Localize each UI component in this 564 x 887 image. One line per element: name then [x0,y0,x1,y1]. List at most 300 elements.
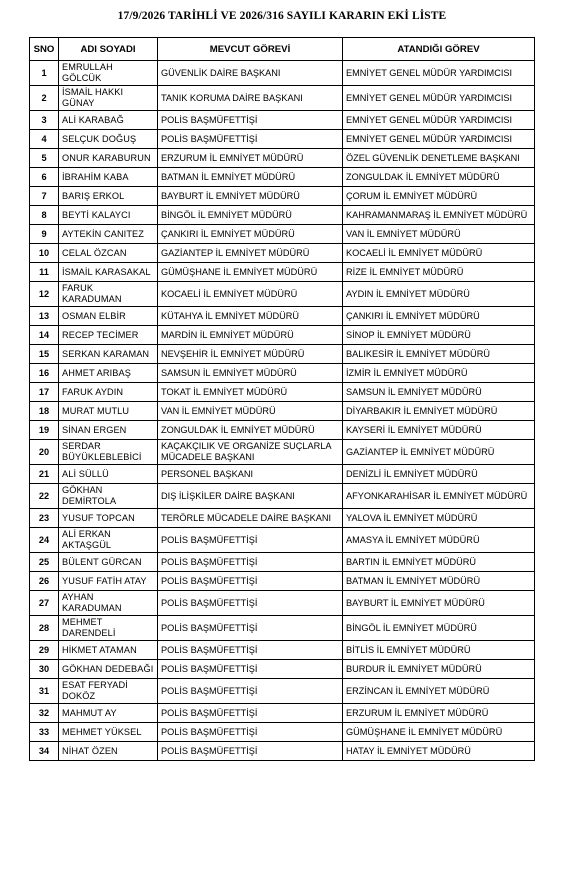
cell-sno-text: 28 [38,622,50,633]
cell-current-position-text: POLİS BAŞMÜFETTİŞİ [161,663,258,674]
cell-name-text: MEHMET YÜKSEL [62,726,142,737]
cell-assigned-position-text: DİYARBAKIR İL EMNİYET MÜDÜRÜ [346,405,498,416]
cell-sno-text: 18 [38,405,50,416]
cell-assigned-position [343,307,535,326]
cell-assigned-position [343,723,535,742]
cell-current-position-text: GÜVENLİK DAİRE BAŞKANI [161,67,281,78]
cell-name-text: SERDAR BÜYÜKLEBLEBİCİ [62,441,142,462]
cell-assigned-position [343,168,535,187]
cell-current-position [158,641,343,660]
cell-assigned-position-text: ÖZEL GÜVENLİK DENETLEME BAŞKANI [346,152,520,163]
cell-assigned-position-text: ZONGULDAK İL EMNİYET MÜDÜRÜ [346,171,500,182]
cell-current-position-text: POLİS BAŞMÜFETTİŞİ [161,726,258,737]
cell-current-position [158,704,343,723]
cell-current-position [158,149,343,168]
cell-assigned-position [343,364,535,383]
cell-current-position [158,402,343,421]
cell-current-position-text: KOCAELİ İL EMNİYET MÜDÜRÜ [161,288,298,299]
cell-name-text: CELAL ÖZCAN [62,247,127,258]
cell-current-position [158,742,343,761]
cell-name [59,149,158,168]
cell-current-position [158,440,343,465]
table-header-row [30,38,535,61]
cell-name [59,660,158,679]
table-row [30,440,535,465]
cell-name-text: İBRAHİM KABA [62,171,129,182]
cell-sno [30,440,59,465]
cell-sno [30,641,59,660]
cell-assigned-position-text: BATMAN İL EMNİYET MÜDÜRÜ [346,575,481,586]
cell-name [59,187,158,206]
cell-assigned-position [343,641,535,660]
cell-current-position-text: TERÖRLE MÜCADELE DAİRE BAŞKANI [161,512,332,523]
table-row [30,553,535,572]
cell-assigned-position [343,263,535,282]
cell-assigned-position-text: EMNİYET GENEL MÜDÜR YARDIMCISI [346,92,513,103]
cell-name [59,282,158,307]
cell-sno-text: 4 [41,133,47,144]
cell-current-position [158,307,343,326]
cell-current-position [158,168,343,187]
cell-sno-text: 31 [38,685,50,696]
cell-name [59,364,158,383]
cell-sno [30,509,59,528]
cell-assigned-position [343,484,535,509]
cell-current-position-text: TOKAT İL EMNİYET MÜDÜRÜ [161,386,288,397]
cell-sno [30,421,59,440]
cell-assigned-position [343,383,535,402]
cell-name-text: ONUR KARABURUN [62,152,151,163]
cell-current-position [158,591,343,616]
cell-assigned-position [343,528,535,553]
cell-assigned-position-text: ÇORUM İL EMNİYET MÜDÜRÜ [346,190,478,201]
cell-name-text: MAHMUT AY [62,707,117,718]
cell-name [59,168,158,187]
cell-sno [30,111,59,130]
cell-current-position [158,225,343,244]
table-row [30,326,535,345]
cell-current-position-text: GAZİANTEP İL EMNİYET MÜDÜRÜ [161,247,310,258]
cell-assigned-position [343,326,535,345]
cell-name [59,111,158,130]
cell-name-text: MURAT MUTLU [62,405,130,416]
cell-name-text: RECEP TECİMER [62,329,139,340]
cell-sno-text: 24 [38,534,50,545]
cell-assigned-position-text: BURDUR İL EMNİYET MÜDÜRÜ [346,663,482,674]
cell-assigned-position-text: AMASYA İL EMNİYET MÜDÜRÜ [346,534,480,545]
cell-sno-text: 12 [38,288,50,299]
cell-name [59,244,158,263]
cell-current-position [158,263,343,282]
cell-sno [30,660,59,679]
table-row [30,244,535,263]
cell-sno [30,187,59,206]
cell-current-position [158,509,343,528]
cell-name [59,61,158,86]
header-sno: SNO [30,38,59,61]
cell-name [59,679,158,704]
cell-current-position-text: MARDİN İL EMNİYET MÜDÜRÜ [161,329,294,340]
cell-assigned-position-text: ERZURUM İL EMNİYET MÜDÜRÜ [346,707,489,718]
cell-assigned-position [343,345,535,364]
table-row [30,528,535,553]
cell-current-position [158,421,343,440]
table-row [30,263,535,282]
cell-name-text: BARIŞ ERKOL [62,190,125,201]
cell-current-position-text: POLİS BAŞMÜFETTİŞİ [161,622,258,633]
header-assigned-position: ATANDIĞI GÖREV [343,38,535,61]
cell-assigned-position [343,465,535,484]
cell-sno [30,244,59,263]
cell-name [59,326,158,345]
cell-sno-text: 22 [38,490,50,501]
cell-current-position [158,572,343,591]
cell-assigned-position-text: İZMİR İL EMNİYET MÜDÜRÜ [346,367,468,378]
cell-current-position-text: PERSONEL BAŞKANI [161,468,254,479]
cell-sno-text: 17 [38,386,50,397]
cell-name [59,553,158,572]
cell-assigned-position-text: SİNOP İL EMNİYET MÜDÜRÜ [346,329,471,340]
cell-name [59,86,158,111]
cell-name-text: SİNAN ERGEN [62,424,127,435]
cell-sno-text: 26 [38,575,50,586]
cell-current-position-text: VAN İL EMNİYET MÜDÜRÜ [161,405,276,416]
cell-name-text: İSMAİL HAKKI GÜNAY [62,87,124,108]
cell-current-position-text: GÜMÜŞHANE İL EMNİYET MÜDÜRÜ [161,266,318,277]
cell-name-text: OSMAN ELBİR [62,310,126,321]
cell-current-position [158,616,343,641]
cell-current-position-text: KÜTAHYA İL EMNİYET MÜDÜRÜ [161,310,299,321]
cell-assigned-position [343,130,535,149]
cell-assigned-position-text: EMNİYET GENEL MÜDÜR YARDIMCISI [346,114,513,125]
cell-name [59,402,158,421]
cell-sno [30,263,59,282]
cell-assigned-position [343,742,535,761]
cell-assigned-position [343,660,535,679]
cell-name-text: FARUK AYDIN [62,386,124,397]
cell-current-position-text: POLİS BAŞMÜFETTİŞİ [161,556,258,567]
cell-name [59,345,158,364]
cell-current-position-text: POLİS BAŞMÜFETTİŞİ [161,597,258,608]
cell-current-position-text: DIŞ İLİŞKİLER DAİRE BAŞKANI [161,490,295,501]
cell-assigned-position-text: KAHRAMANMARAŞ İL EMNİYET MÜDÜRÜ [346,209,528,220]
cell-name-text: YUSUF TOPCAN [62,512,135,523]
cell-name-text: FARUK KARADUMAN [62,283,122,304]
cell-name [59,591,158,616]
cell-current-position-text: KAÇAKÇILIK VE ORGANİZE SUÇLARLA MÜCADELE BAŞKANI [161,441,332,462]
cell-current-position-text: ÇANKIRI İL EMNİYET MÜDÜRÜ [161,228,295,239]
cell-sno [30,282,59,307]
cell-name-text: BÜLENT GÜRCAN [62,556,142,567]
cell-current-position-text: POLİS BAŞMÜFETTİŞİ [161,707,258,718]
cell-sno [30,484,59,509]
cell-assigned-position [343,572,535,591]
cell-sno [30,149,59,168]
cell-sno [30,679,59,704]
cell-assigned-position [343,509,535,528]
cell-sno [30,225,59,244]
cell-current-position [158,364,343,383]
cell-sno-text: 1 [41,67,47,78]
cell-current-position [158,484,343,509]
cell-current-position-text: BAYBURT İL EMNİYET MÜDÜRÜ [161,190,300,201]
cell-name [59,641,158,660]
cell-sno-text: 7 [41,190,47,201]
table-row [30,345,535,364]
cell-assigned-position [343,149,535,168]
cell-assigned-position [343,61,535,86]
cell-current-position-text: BATMAN İL EMNİYET MÜDÜRÜ [161,171,296,182]
cell-name-text: MEHMET DARENDELİ [62,617,116,638]
cell-current-position-text: TANIK KORUMA DAİRE BAŞKANI [161,92,303,103]
table-row [30,723,535,742]
cell-sno-text: 11 [39,266,49,277]
cell-current-position [158,111,343,130]
cell-name [59,225,158,244]
cell-name-text: AHMET ARIBAŞ [62,367,131,378]
cell-sno-text: 2 [41,92,47,103]
table-row [30,168,535,187]
cell-sno [30,402,59,421]
cell-name [59,572,158,591]
cell-assigned-position-text: ÇANKIRI İL EMNİYET MÜDÜRÜ [346,310,480,321]
cell-sno [30,86,59,111]
cell-sno-text: 20 [38,446,50,457]
cell-current-position [158,345,343,364]
cell-sno-text: 29 [38,644,50,655]
table-row [30,364,535,383]
cell-name-text: GÖKHAN DEMİRTOLA [62,485,117,506]
cell-sno [30,364,59,383]
table-row [30,679,535,704]
cell-assigned-position-text: AFYONKARAHİSAR İL EMNİYET MÜDÜRÜ [346,490,528,501]
assignment-table [29,37,535,761]
cell-name-text: NİHAT ÖZEN [62,745,118,756]
cell-name [59,723,158,742]
table-row [30,61,535,86]
cell-assigned-position-text: GÜMÜŞHANE İL EMNİYET MÜDÜRÜ [346,726,503,737]
cell-assigned-position-text: BİTLİS İL EMNİYET MÜDÜRÜ [346,644,471,655]
cell-assigned-position-text: DENİZLİ İL EMNİYET MÜDÜRÜ [346,468,478,479]
table-row [30,421,535,440]
cell-current-position-text: POLİS BAŞMÜFETTİŞİ [161,534,258,545]
cell-assigned-position [343,244,535,263]
table-row [30,282,535,307]
cell-sno-text: 13 [38,310,50,321]
table-row [30,130,535,149]
cell-current-position [158,130,343,149]
table-row [30,704,535,723]
cell-current-position-text: POLİS BAŞMÜFETTİŞİ [161,745,258,756]
cell-sno [30,616,59,641]
cell-sno-text: 14 [38,329,50,340]
table-row [30,307,535,326]
cell-current-position [158,553,343,572]
cell-assigned-position [343,402,535,421]
cell-assigned-position [343,282,535,307]
table-row [30,149,535,168]
cell-sno [30,345,59,364]
table-row [30,616,535,641]
cell-sno-text: 33 [38,726,50,737]
cell-current-position [158,465,343,484]
cell-assigned-position-text: AYDIN İL EMNİYET MÜDÜRÜ [346,288,470,299]
cell-name [59,616,158,641]
cell-current-position-text: POLİS BAŞMÜFETTİŞİ [161,114,258,125]
cell-current-position-text: POLİS BAŞMÜFETTİŞİ [161,644,258,655]
cell-assigned-position-text: BALIKESİR İL EMNİYET MÜDÜRÜ [346,348,490,359]
table-row [30,206,535,225]
cell-sno-text: 25 [38,556,50,567]
cell-name-text: ALİ KARABAĞ [62,114,124,125]
cell-assigned-position [343,591,535,616]
table-row [30,509,535,528]
cell-sno-text: 8 [41,209,47,220]
cell-name-text: HİKMET ATAMAN [62,644,137,655]
cell-assigned-position-text: YALOVA İL EMNİYET MÜDÜRÜ [346,512,478,523]
cell-assigned-position-text: EMNİYET GENEL MÜDÜR YARDIMCISI [346,67,513,78]
cell-current-position [158,61,343,86]
cell-name-text: AYTEKİN CANITEZ [62,228,144,239]
table-row [30,402,535,421]
cell-name [59,704,158,723]
cell-name [59,263,158,282]
cell-name-text: AYHAN KARADUMAN [62,592,122,613]
cell-current-position-text: SAMSUN İL EMNİYET MÜDÜRÜ [161,367,297,378]
cell-current-position [158,187,343,206]
cell-sno [30,130,59,149]
cell-sno-text: 23 [38,512,50,523]
cell-name-text: GÖKHAN DEDEBAĞI [62,663,154,674]
cell-current-position [158,206,343,225]
table-body [30,61,535,761]
cell-assigned-position [343,206,535,225]
cell-name [59,307,158,326]
cell-sno [30,572,59,591]
cell-sno [30,704,59,723]
cell-sno [30,465,59,484]
cell-current-position-text: POLİS BAŞMÜFETTİŞİ [161,133,258,144]
cell-name [59,206,158,225]
table-row [30,484,535,509]
cell-name [59,465,158,484]
cell-sno [30,326,59,345]
table-row [30,641,535,660]
table-row [30,465,535,484]
table-row [30,225,535,244]
cell-sno [30,168,59,187]
cell-sno-text: 34 [38,745,50,756]
table-row [30,572,535,591]
cell-assigned-position-text: VAN İL EMNİYET MÜDÜRÜ [346,228,461,239]
cell-sno-text: 21 [38,468,50,479]
cell-name-text: EMRULLAH GÖLCÜK [62,62,113,83]
table-row [30,383,535,402]
cell-assigned-position [343,440,535,465]
cell-assigned-position-text: BAYBURT İL EMNİYET MÜDÜRÜ [346,597,485,608]
cell-sno [30,528,59,553]
cell-sno [30,591,59,616]
cell-current-position [158,86,343,111]
cell-sno-text: 15 [38,348,50,359]
cell-current-position [158,528,343,553]
cell-sno-text: 16 [38,367,50,378]
cell-assigned-position [343,111,535,130]
cell-current-position [158,244,343,263]
cell-current-position [158,383,343,402]
cell-sno-text: 3 [41,114,47,125]
cell-name-text: SELÇUK DOĞUŞ [62,133,137,144]
cell-name [59,528,158,553]
cell-current-position-text: BİNGÖL İL EMNİYET MÜDÜRÜ [161,209,292,220]
cell-assigned-position [343,679,535,704]
table-row [30,187,535,206]
table-row [30,591,535,616]
cell-name-text: ESAT FERYADİ DOKÖZ [62,680,128,701]
cell-assigned-position-text: RİZE İL EMNİYET MÜDÜRÜ [346,266,464,277]
cell-name-text: ALİ SÜLLÜ [62,468,109,479]
cell-sno-text: 32 [38,707,50,718]
cell-current-position-text: POLİS BAŞMÜFETTİŞİ [161,685,258,696]
cell-current-position-text: ERZURUM İL EMNİYET MÜDÜRÜ [161,152,304,163]
document-title: 17/9/2026 TARİHLİ VE 2026/316 SAYILI KARARIN EKİ LİSTE [117,10,447,22]
cell-current-position-text: POLİS BAŞMÜFETTİŞİ [161,575,258,586]
cell-assigned-position [343,421,535,440]
cell-name-text: YUSUF FATİH ATAY [62,575,147,586]
cell-assigned-position [343,616,535,641]
cell-assigned-position [343,225,535,244]
table-row [30,111,535,130]
cell-name-text: BEYTİ KALAYCI [62,209,131,220]
cell-assigned-position-text: KAYSERİ İL EMNİYET MÜDÜRÜ [346,424,482,435]
cell-sno [30,307,59,326]
cell-assigned-position-text: HATAY İL EMNİYET MÜDÜRÜ [346,745,471,756]
cell-name [59,484,158,509]
table-row [30,660,535,679]
table-row [30,742,535,761]
cell-assigned-position-text: GAZİANTEP İL EMNİYET MÜDÜRÜ [346,446,495,457]
cell-current-position [158,723,343,742]
cell-current-position-text: ZONGULDAK İL EMNİYET MÜDÜRÜ [161,424,315,435]
cell-sno-text: 27 [38,597,50,608]
cell-current-position [158,326,343,345]
cell-name-text: SERKAN KARAMAN [62,348,150,359]
cell-name [59,421,158,440]
cell-assigned-position-text: KOCAELİ İL EMNİYET MÜDÜRÜ [346,247,483,258]
cell-name-text: İSMAİL KARASAKAL [62,266,151,277]
cell-sno [30,723,59,742]
cell-assigned-position-text: EMNİYET GENEL MÜDÜR YARDIMCISI [346,133,513,144]
cell-sno [30,61,59,86]
cell-sno-text: 30 [38,663,50,674]
cell-assigned-position-text: BİNGÖL İL EMNİYET MÜDÜRÜ [346,622,477,633]
cell-assigned-position [343,553,535,572]
cell-current-position [158,282,343,307]
cell-sno-text: 6 [41,171,47,182]
cell-name [59,383,158,402]
cell-name-text: ALİ ERKAN AKTAŞGÜL [62,529,112,550]
cell-name [59,509,158,528]
header-current-position: MEVCUT GÖREVİ [158,38,343,61]
cell-assigned-position [343,704,535,723]
cell-sno-text: 5 [41,152,47,163]
cell-assigned-position [343,86,535,111]
cell-assigned-position-text: BARTIN İL EMNİYET MÜDÜRÜ [346,556,477,567]
cell-current-position [158,679,343,704]
cell-sno-text: 19 [38,424,50,435]
cell-assigned-position-text: ERZİNCAN İL EMNİYET MÜDÜRÜ [346,685,490,696]
cell-name [59,130,158,149]
